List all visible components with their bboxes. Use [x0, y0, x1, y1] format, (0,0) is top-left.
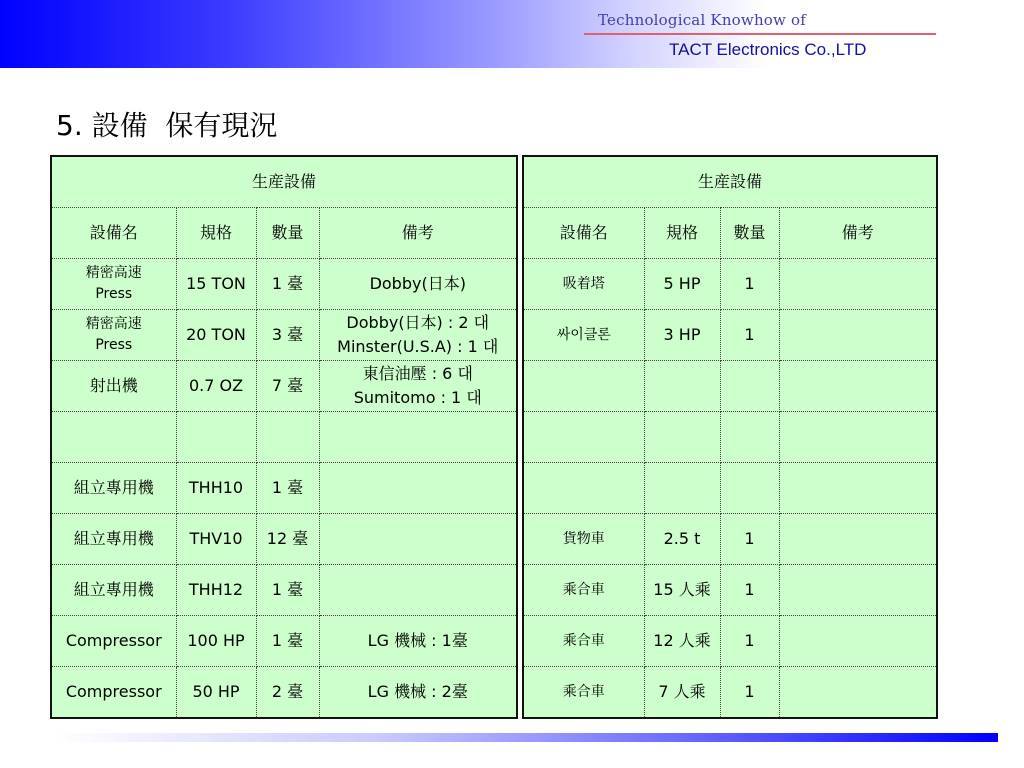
cell-note	[319, 310, 517, 361]
cell-note-line: Minster(U.S.A) : 1 대	[337, 337, 499, 356]
cell-name	[51, 667, 176, 719]
col-header-qty: 數量	[720, 208, 779, 259]
cell-qty: 2 臺	[256, 667, 319, 719]
cell-note	[319, 259, 517, 310]
col-header-spec: 規格	[644, 208, 720, 259]
company-divider	[584, 33, 936, 35]
cell-name-line: 組立專用機	[73, 478, 154, 497]
cell-name-line: Press	[95, 286, 133, 302]
cell-note	[779, 259, 937, 310]
cell-qty: 7 臺	[256, 361, 319, 412]
table-row	[51, 565, 517, 616]
cell-name	[523, 361, 644, 412]
cell-note-line: 東信油壓 : 6 대	[362, 364, 473, 383]
cell-name: 乘合車	[523, 667, 644, 719]
table-row	[523, 514, 937, 565]
col-header-spec: 規格	[176, 208, 256, 259]
cell-spec: THH10	[176, 463, 256, 514]
cell-spec: 3 HP	[644, 310, 720, 361]
cell-spec: 5 HP	[644, 259, 720, 310]
cell-name: 貨物車	[523, 514, 644, 565]
cell-qty: 1	[720, 259, 779, 310]
cell-spec: 15 TON	[176, 259, 256, 310]
cell-qty	[720, 361, 779, 412]
table-row	[51, 667, 517, 719]
cell-note	[779, 514, 937, 565]
page-title: 5. 設備 保有現況	[56, 109, 278, 142]
company-tagline: Technological Knowhow of	[598, 11, 807, 29]
cell-qty: 3 臺	[256, 310, 319, 361]
cell-spec: 12 人乘	[644, 616, 720, 667]
left-equipment-table	[50, 155, 518, 719]
group-header-row	[51, 156, 517, 208]
col-header-name: 設備名	[51, 208, 176, 259]
col-header-name: 設備名	[523, 208, 644, 259]
group-header-row	[523, 156, 937, 208]
cell-spec	[644, 412, 720, 463]
col-header-note: 備考	[319, 208, 517, 259]
col-header-qty: 數量	[256, 208, 319, 259]
right-equipment-table	[522, 155, 938, 719]
cell-note	[319, 361, 517, 412]
cell-spec: 7 人乘	[644, 667, 720, 719]
group-title: 生産設備	[51, 156, 517, 208]
cell-qty: 1	[720, 310, 779, 361]
cell-name	[51, 259, 176, 310]
cell-qty: 1	[720, 616, 779, 667]
cell-name	[51, 412, 176, 463]
table-row	[523, 259, 937, 310]
col-header-note: 備考	[779, 208, 937, 259]
table-row	[51, 412, 517, 463]
cell-qty: 1	[720, 667, 779, 719]
cell-note	[319, 514, 517, 565]
cell-note	[319, 463, 517, 514]
table-row	[523, 463, 937, 514]
table-row	[523, 310, 937, 361]
cell-name-line: 組立專用機	[73, 529, 154, 548]
cell-spec: 2.5 t	[644, 514, 720, 565]
cell-name-line: Press	[95, 337, 133, 353]
table-row	[51, 361, 517, 412]
cell-qty: 1 臺	[256, 259, 319, 310]
company-name: TACT Electronics Co.,LTD	[669, 40, 867, 59]
cell-name	[51, 361, 176, 412]
cell-qty: 1 臺	[256, 463, 319, 514]
cell-name	[51, 616, 176, 667]
table-row	[51, 259, 517, 310]
cell-name-line: 精密高速	[85, 265, 142, 281]
cell-note	[779, 667, 937, 719]
cell-spec: 100 HP	[176, 616, 256, 667]
table-row	[51, 616, 517, 667]
cell-note	[319, 565, 517, 616]
cell-note-line: Dobby(日本) : 2 대	[346, 313, 490, 332]
cell-note-line: LG 機械 : 1臺	[367, 631, 468, 650]
cell-qty: 1 臺	[256, 616, 319, 667]
cell-name	[523, 463, 644, 514]
cell-name	[51, 514, 176, 565]
cell-note-line: Sumitomo : 1 대	[353, 388, 482, 407]
column-header-row	[523, 208, 937, 259]
cell-name: 乘合車	[523, 616, 644, 667]
cell-name-line: 精密高速	[85, 316, 142, 332]
cell-name	[51, 310, 176, 361]
cell-spec: 0.7 OZ	[176, 361, 256, 412]
cell-name	[51, 463, 176, 514]
cell-qty	[720, 463, 779, 514]
cell-qty: 1	[720, 565, 779, 616]
cell-spec: 50 HP	[176, 667, 256, 719]
cell-qty	[720, 412, 779, 463]
cell-qty: 1	[720, 514, 779, 565]
cell-spec: THH12	[176, 565, 256, 616]
cell-note	[319, 616, 517, 667]
cell-note	[319, 667, 517, 719]
table-row	[51, 310, 517, 361]
cell-note	[319, 412, 517, 463]
cell-qty: 12 臺	[256, 514, 319, 565]
cell-spec: 20 TON	[176, 310, 256, 361]
cell-name-line: Compressor	[65, 682, 162, 701]
cell-spec: 15 人乘	[644, 565, 720, 616]
cell-spec: THV10	[176, 514, 256, 565]
column-header-row	[51, 208, 517, 259]
table-row	[523, 361, 937, 412]
table-row	[523, 616, 937, 667]
cell-qty	[256, 412, 319, 463]
cell-spec	[644, 361, 720, 412]
group-title: 生産設備	[523, 156, 937, 208]
cell-note	[779, 565, 937, 616]
cell-note	[779, 361, 937, 412]
table-row	[523, 667, 937, 719]
table-row	[523, 565, 937, 616]
cell-qty: 1 臺	[256, 565, 319, 616]
bottom-gradient-band	[56, 733, 998, 742]
cell-spec	[644, 463, 720, 514]
cell-name-line: 射出機	[89, 376, 138, 395]
cell-note-line: Dobby(日本)	[369, 274, 466, 293]
cell-note	[779, 463, 937, 514]
table-row	[51, 463, 517, 514]
cell-note	[779, 310, 937, 361]
table-row	[51, 514, 517, 565]
cell-name: 乘合車	[523, 565, 644, 616]
cell-note	[779, 616, 937, 667]
cell-spec	[176, 412, 256, 463]
cell-name-line: 組立專用機	[73, 580, 154, 599]
cell-name	[523, 412, 644, 463]
table-row	[523, 412, 937, 463]
cell-name: 싸이클론	[523, 310, 644, 361]
cell-name-line: Compressor	[65, 631, 162, 650]
cell-name: 吸着塔	[523, 259, 644, 310]
cell-note	[779, 412, 937, 463]
cell-name	[51, 565, 176, 616]
cell-note-line: LG 機械 : 2臺	[367, 682, 468, 701]
